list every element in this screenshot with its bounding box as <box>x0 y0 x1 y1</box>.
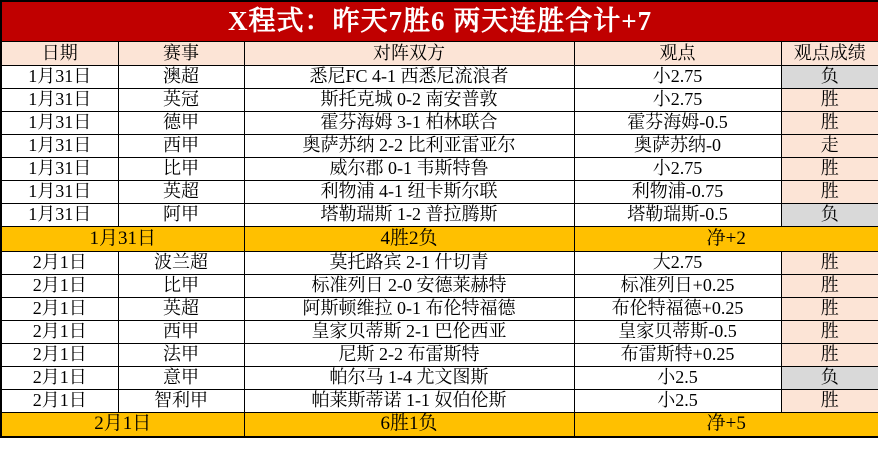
match-date: 1月31日 <box>1 157 118 180</box>
column-header-league: 赛事 <box>118 41 244 65</box>
column-header-result: 观点成绩 <box>781 41 878 65</box>
column-header-opinion: 观点 <box>574 41 781 65</box>
match-league: 阿甲 <box>118 203 244 226</box>
summary-net: 净+5 <box>574 412 878 437</box>
match-result: 胜 <box>781 88 878 111</box>
page-title: X程式：昨天7胜6 两天连胜合计+7 <box>1 1 878 41</box>
match-teams-score: 斯托克城 0-2 南安普敦 <box>244 88 574 111</box>
match-row <box>1 389 878 412</box>
match-row <box>1 65 878 88</box>
match-date: 1月31日 <box>1 65 118 88</box>
match-opinion: 标准列日+0.25 <box>574 274 781 297</box>
match-result: 胜 <box>781 251 878 274</box>
match-result: 胜 <box>781 297 878 320</box>
match-teams-score: 帕莱斯蒂诺 1-1 奴伯伦斯 <box>244 389 574 412</box>
match-date: 2月1日 <box>1 389 118 412</box>
match-opinion: 小2.75 <box>574 65 781 88</box>
table-body <box>1 65 878 437</box>
match-result: 负 <box>781 366 878 389</box>
match-opinion: 皇家贝蒂斯-0.5 <box>574 320 781 343</box>
match-date: 1月31日 <box>1 134 118 157</box>
column-header-matchup: 对阵双方 <box>244 41 574 65</box>
match-row <box>1 251 878 274</box>
header-row <box>1 41 878 65</box>
match-league: 澳超 <box>118 65 244 88</box>
match-teams-score: 塔勒瑞斯 1-2 普拉腾斯 <box>244 203 574 226</box>
match-result: 胜 <box>781 180 878 203</box>
match-row <box>1 274 878 297</box>
match-date: 2月1日 <box>1 343 118 366</box>
column-header-date: 日期 <box>1 41 118 65</box>
match-result: 胜 <box>781 343 878 366</box>
match-date: 1月31日 <box>1 180 118 203</box>
match-row <box>1 203 878 226</box>
summary-date: 1月31日 <box>1 226 244 251</box>
match-teams-score: 奥萨苏纳 2-2 比利亚雷亚尔 <box>244 134 574 157</box>
match-opinion: 塔勒瑞斯-0.5 <box>574 203 781 226</box>
match-league: 智利甲 <box>118 389 244 412</box>
match-league: 英超 <box>118 180 244 203</box>
match-date: 1月31日 <box>1 203 118 226</box>
match-date: 2月1日 <box>1 297 118 320</box>
match-opinion: 小2.75 <box>574 88 781 111</box>
match-opinion: 布雷斯特+0.25 <box>574 343 781 366</box>
match-opinion: 小2.5 <box>574 366 781 389</box>
match-teams-score: 帕尔马 1-4 尤文图斯 <box>244 366 574 389</box>
match-result: 负 <box>781 65 878 88</box>
match-date: 1月31日 <box>1 111 118 134</box>
match-opinion: 利物浦-0.75 <box>574 180 781 203</box>
match-league: 英超 <box>118 297 244 320</box>
match-row <box>1 297 878 320</box>
summary-row <box>1 412 878 437</box>
match-league: 西甲 <box>118 134 244 157</box>
match-league: 法甲 <box>118 343 244 366</box>
match-date: 1月31日 <box>1 88 118 111</box>
match-row <box>1 366 878 389</box>
match-row <box>1 111 878 134</box>
match-date: 2月1日 <box>1 366 118 389</box>
match-teams-score: 阿斯顿维拉 0-1 布伦特福德 <box>244 297 574 320</box>
match-league: 西甲 <box>118 320 244 343</box>
match-opinion: 布伦特福德+0.25 <box>574 297 781 320</box>
match-teams-score: 标准列日 2-0 安德莱赫特 <box>244 274 574 297</box>
match-league: 德甲 <box>118 111 244 134</box>
match-date: 2月1日 <box>1 320 118 343</box>
match-opinion: 霍芬海姆-0.5 <box>574 111 781 134</box>
match-opinion: 小2.75 <box>574 157 781 180</box>
match-league: 比甲 <box>118 157 244 180</box>
summary-row <box>1 226 878 251</box>
match-result: 负 <box>781 203 878 226</box>
match-teams-score: 霍芬海姆 3-1 柏林联合 <box>244 111 574 134</box>
match-row <box>1 320 878 343</box>
match-row <box>1 157 878 180</box>
match-league: 比甲 <box>118 274 244 297</box>
match-date: 2月1日 <box>1 251 118 274</box>
match-teams-score: 莫托路宾 2-1 什切青 <box>244 251 574 274</box>
summary-date: 2月1日 <box>1 412 244 437</box>
match-date: 2月1日 <box>1 274 118 297</box>
match-teams-score: 尼斯 2-2 布雷斯特 <box>244 343 574 366</box>
match-league: 波兰超 <box>118 251 244 274</box>
summary-record: 4胜2负 <box>244 226 574 251</box>
match-row <box>1 134 878 157</box>
match-league: 意甲 <box>118 366 244 389</box>
match-opinion: 小2.5 <box>574 389 781 412</box>
match-teams-score: 皇家贝蒂斯 2-1 巴伦西亚 <box>244 320 574 343</box>
title-row <box>1 1 878 41</box>
match-result: 胜 <box>781 111 878 134</box>
match-teams-score: 威尔郡 0-1 韦斯特鲁 <box>244 157 574 180</box>
match-league: 英冠 <box>118 88 244 111</box>
match-teams-score: 利物浦 4-1 纽卡斯尔联 <box>244 180 574 203</box>
match-row <box>1 88 878 111</box>
match-result: 胜 <box>781 389 878 412</box>
match-result: 胜 <box>781 320 878 343</box>
match-row <box>1 343 878 366</box>
match-result: 胜 <box>781 157 878 180</box>
match-opinion: 奥萨苏纳-0 <box>574 134 781 157</box>
match-teams-score: 悉尼FC 4-1 西悉尼流浪者 <box>244 65 574 88</box>
match-result: 走 <box>781 134 878 157</box>
summary-net: 净+2 <box>574 226 878 251</box>
summary-record: 6胜1负 <box>244 412 574 437</box>
match-result: 胜 <box>781 274 878 297</box>
match-row <box>1 180 878 203</box>
match-opinion: 大2.75 <box>574 251 781 274</box>
